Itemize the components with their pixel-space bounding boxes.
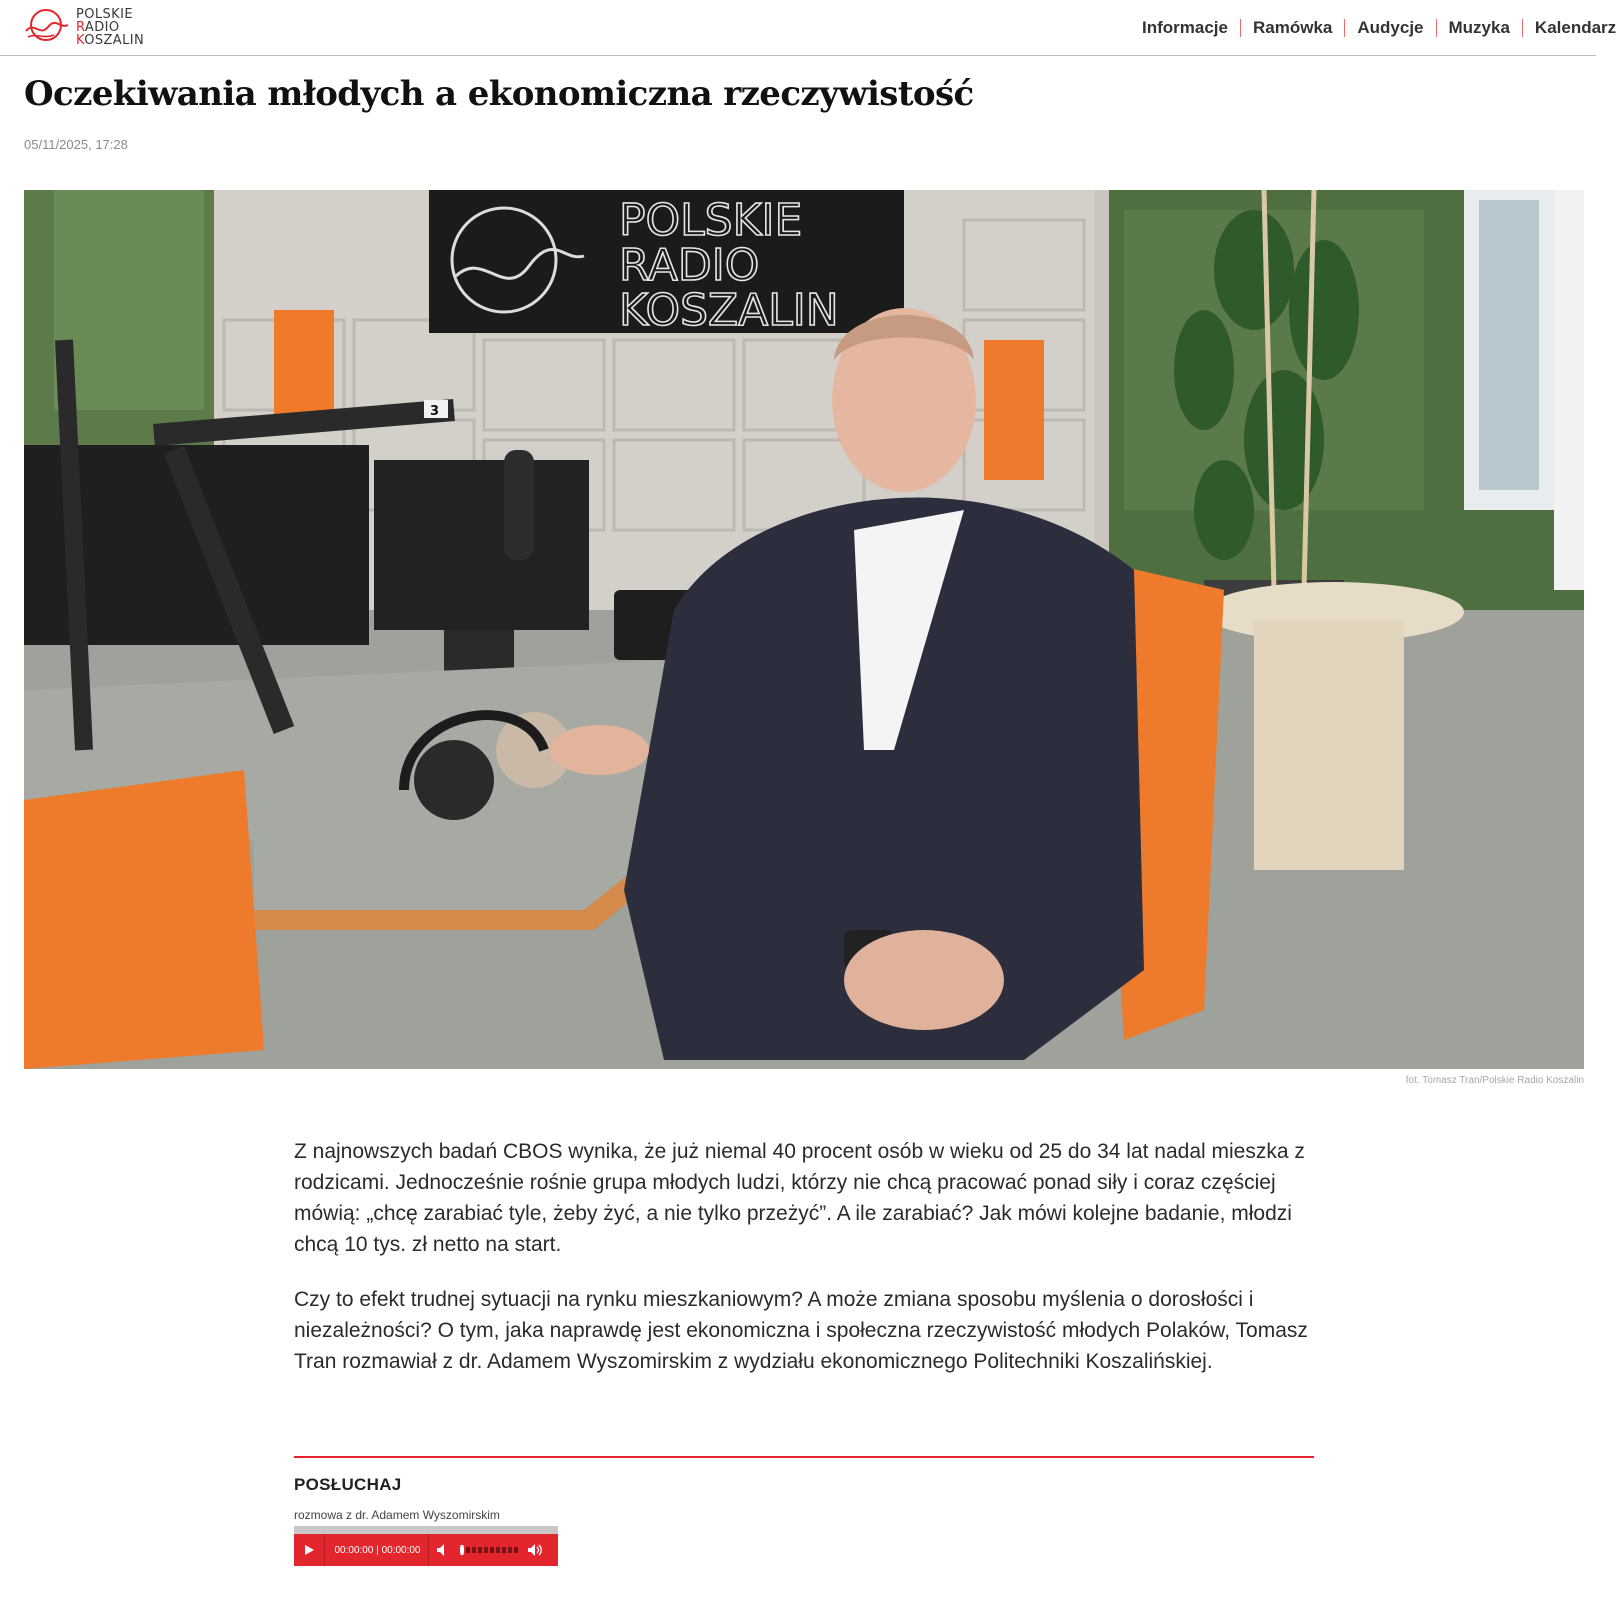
- volume-segment: [478, 1547, 482, 1553]
- studio-photo-illustration: [24, 190, 1584, 1069]
- play-icon: [303, 1544, 315, 1556]
- volume-max-icon: [527, 1543, 543, 1557]
- article-body: [294, 1136, 1314, 1401]
- volume-segment: [502, 1547, 506, 1553]
- volume-slider[interactable]: [457, 1534, 521, 1566]
- nav-item-audycje[interactable]: Audycje: [1357, 18, 1424, 37]
- mic-number: 3: [430, 404, 440, 419]
- site-logo[interactable]: [24, 7, 144, 47]
- nav-item-muzyka[interactable]: Muzyka: [1448, 18, 1510, 37]
- volume-segment: [496, 1547, 500, 1553]
- audio-controls: [294, 1534, 558, 1566]
- audio-player: [294, 1526, 558, 1566]
- audio-time: 00:00:00 | 00:00:00: [325, 1534, 429, 1566]
- article-paragraph-1: Z najnowszych badań CBOS wynika, że już niemal 40 procent osób w wieku od 25 do 34 lat nadal mieszka z rodzicami. Jednocześnie rośnie grupa młodych ludzi, którzy nie chcą pracować ponad siły i coraz częściej mówią: „chcę zarabiać tyle, żeby żyć, a nie tylko przeżyć”. A ile zarabiać? Jak mówi kolejne badanie, młodzi chcą 10 tys. zł netto na start.: [294, 1140, 1305, 1256]
- article-paragraph-2: Czy to efekt trudnej sytuacji na rynku mieszkaniowym? A może zmiana sposobu myślenia o dorosłości i niezależności? O tym, jaka naprawdę jest ekonomiczna i społeczna rzeczywistość młodych Polaków, Tomasz Tran rozmawiał z dr. Adamem Wyszomirskim z wydziału ekonomicznego Politechniki Koszalińskiej.: [294, 1288, 1308, 1373]
- nav-divider: [1240, 19, 1241, 37]
- radio-wave-logo-icon: [24, 7, 70, 47]
- volume-segment: [472, 1547, 476, 1553]
- audio-progress-rail[interactable]: [294, 1526, 558, 1534]
- sign-line-3: KOSZALIN: [619, 285, 839, 336]
- audio-caption: rozmowa z dr. Adamem Wyszomirskim: [294, 1508, 500, 1522]
- listen-heading: POSŁUCHAJ: [294, 1475, 402, 1494]
- nav-item-informacje[interactable]: Informacje: [1142, 18, 1228, 37]
- logo-line-2: RADIO: [76, 19, 120, 35]
- volume-handle[interactable]: [461, 1545, 464, 1555]
- sign-line-2: RADIO: [619, 240, 760, 291]
- site-header: [0, 0, 1616, 56]
- logo-line-1: POLSKIE: [76, 6, 133, 22]
- volume-segment: [466, 1547, 470, 1553]
- speaker-icon: [436, 1543, 450, 1557]
- article-title: Oczekiwania młodych a ekonomiczna rzeczywistość: [24, 74, 974, 114]
- volume-segment: [490, 1547, 494, 1553]
- article-date: 05/11/2025, 17:28: [24, 137, 128, 152]
- nav-item-ramowka[interactable]: Ramówka: [1252, 18, 1333, 37]
- volume-segments: [460, 1547, 518, 1553]
- volume-segment: [514, 1547, 518, 1553]
- volume-track: [459, 1544, 519, 1556]
- mute-button[interactable]: [429, 1534, 457, 1566]
- nav-divider: [1522, 19, 1523, 37]
- volume-segment: [508, 1547, 512, 1553]
- logo-line-3: KOSZALIN: [76, 32, 145, 48]
- nav-divider: [1344, 19, 1345, 37]
- max-volume-button[interactable]: [521, 1534, 549, 1566]
- main-nav: [1142, 0, 1616, 56]
- listen-section: [294, 1456, 1314, 1566]
- nav-divider: [1436, 19, 1437, 37]
- volume-segment: [484, 1547, 488, 1553]
- logo-wordmark: [76, 8, 144, 47]
- nav-item-kalendarz[interactable]: Kalendarz: [1534, 18, 1616, 37]
- photo-credit: fot. Tomasz Tran/Polskie Radio Koszalin: [1405, 1075, 1584, 1086]
- play-button[interactable]: [294, 1534, 325, 1566]
- article-photo: [24, 190, 1584, 1069]
- sign-line-1: POLSKIE: [619, 195, 803, 246]
